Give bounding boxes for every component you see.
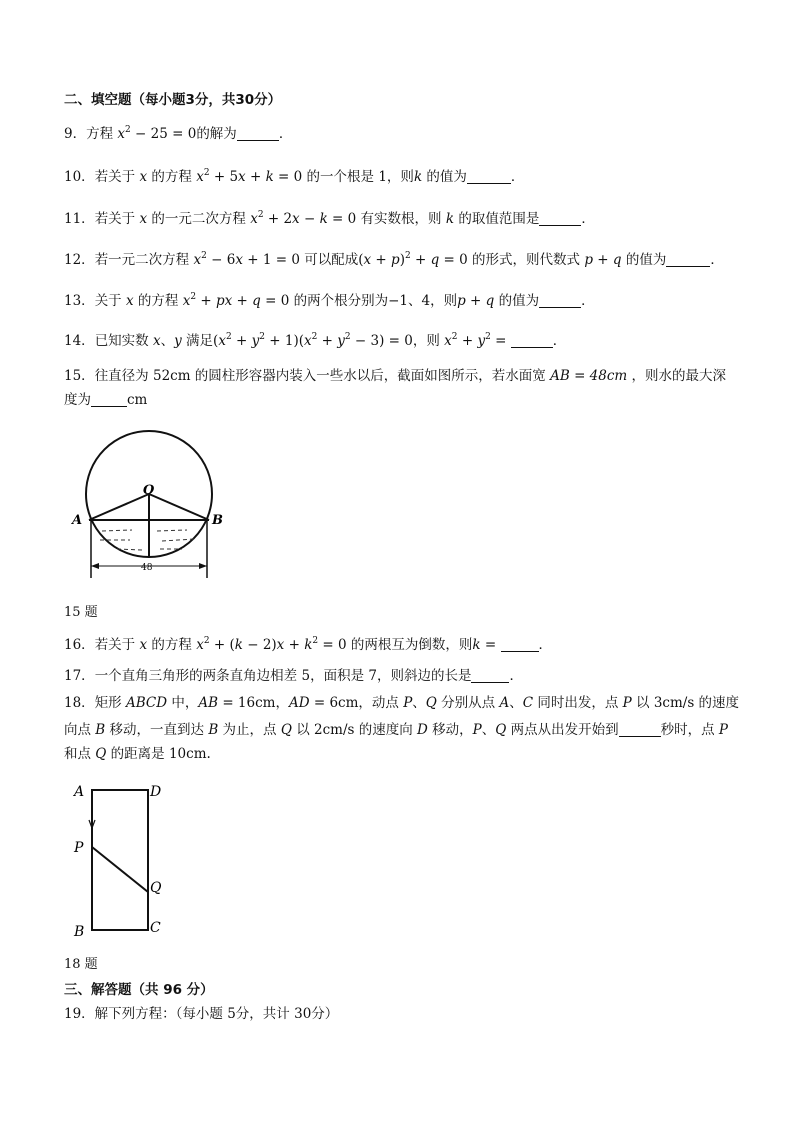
text: 移动，一直到达: [109, 722, 205, 738]
label-p: P: [74, 840, 84, 856]
question-number: 10．: [64, 169, 95, 185]
text: 已知实数: [94, 333, 149, 349]
question-12: 12．若一元二次方程 $x^2 - 6x + 1 = 0$ 可以配成$(x + p)^2 + q = 0$ 的形式，则代数式 p + q 的值为 ．: [64, 251, 724, 268]
text: 为止，点: [222, 722, 277, 738]
text: 中，: [171, 695, 199, 711]
question-number: 18．: [64, 695, 95, 711]
question-10: 10．若关于 x 的方程 $x^2 + 5x + k = 0$ 的一个根是 1，则k 的值为 ．: [64, 168, 525, 185]
section-2-heading: 二、填空题（每小题3分，共30分）: [64, 92, 282, 108]
answer-blank[interactable]: [539, 211, 581, 226]
text: 的方程: [151, 169, 192, 185]
text: 的值为: [498, 293, 540, 309]
question-16: 16．若关于 x 的方程 $x^2 + (k - 2)x + k^2 = 0$ 的两根互为倒数，则k = ．: [64, 636, 552, 653]
answer-blank[interactable]: [539, 293, 581, 308]
text: 关于: [94, 293, 122, 309]
label-a: A: [74, 784, 85, 800]
question-number: 12．: [64, 252, 95, 268]
answer-blank[interactable]: [467, 169, 511, 184]
question-18-line-3: 和点 Q 的距离是 10cm.: [64, 746, 211, 762]
text: 的解为: [196, 126, 237, 142]
text: 满足: [186, 333, 214, 349]
label-q: Q: [150, 880, 162, 896]
text: 和点: [64, 746, 91, 762]
text: 的距离是 10cm.: [110, 746, 211, 762]
answer-blank[interactable]: [511, 333, 553, 348]
question-15-line-2: [64, 390, 734, 410]
question-18-line-1: 18．矩形 ABCD 中，AB = 16cm，AD = 6cm，动点 P、Q 分别从点 A、C 同时出发，点 P 以 3cm/s 的速度: [64, 695, 740, 711]
text: 一个直角三角形的两条直角边相差 5，面积是 7，则斜边的长是: [94, 668, 472, 684]
answer-blank[interactable]: [471, 668, 509, 683]
text: ，则水的最大深: [631, 368, 727, 384]
radius-ob: [149, 494, 209, 520]
question-14: 14．已知实数 x、y 满足$(x^2 + y^2 + 1)(x^2 + y^2 - 3) = 0$，则 $x^2 + y^2$ = ．: [64, 332, 567, 349]
question-15-line-1: [64, 366, 734, 386]
question-number: 13．: [64, 293, 95, 309]
question-13: 13．关于 x 的方程 $x^2$ + px + q = 0 的两个根分别为−1、4，则p + q 的值为 ．: [64, 292, 595, 309]
text: 的形式，则代数式: [472, 252, 581, 268]
figure-15-caption: 15 题: [64, 605, 98, 620]
rectangle-abcd: [92, 790, 148, 930]
text: 的值为: [625, 252, 667, 268]
label-a: A: [72, 513, 83, 528]
text: 的一个根是 1，则: [306, 169, 414, 185]
answer-blank[interactable]: [619, 722, 661, 737]
question-19: 19．解下列方程：（每小题 5分，共计 30分）: [64, 1006, 339, 1022]
answer-blank[interactable]: [666, 252, 710, 267]
section-3-heading: 三、解答题（共 96 分）: [64, 982, 214, 998]
label-width: 48: [141, 563, 153, 573]
label-b: B: [74, 924, 85, 940]
text: 两点从出发开始到: [510, 722, 619, 738]
text: 有实数根，则: [360, 211, 442, 227]
question-number: 16．: [64, 637, 95, 653]
text: 若关于: [94, 637, 136, 653]
text: 同时出发，点: [537, 695, 619, 711]
question-9: 9．方程 $x^2 - 25 = 0$的解为 ．: [64, 125, 293, 142]
text: ．: [509, 668, 523, 684]
question-11: 11．若关于 x 的一元二次方程 $x^2 + 2x - k = 0$ 有实数根，则 k 的取值范围是 ．: [64, 210, 595, 227]
text: 的两根互为倒数，则: [350, 637, 473, 653]
text: 的两个根分别为−1、4，则: [293, 293, 458, 309]
text: 若关于: [94, 169, 136, 185]
text: 度为: [64, 392, 91, 408]
text: AB = 48cm: [550, 368, 628, 384]
question-18-line-2: 向点 B 移动，一直到达 B 为止，点 Q 以 2cm/s 的速度向 D 移动，P、Q 两点从出发开始到 秒时，点 P: [64, 722, 728, 738]
circle-water-figure: [62, 428, 232, 580]
label-b: B: [212, 513, 223, 528]
label-o: O: [143, 483, 155, 498]
text: 的方程: [137, 293, 179, 309]
text: 矩形: [94, 695, 122, 711]
text: ．: [581, 293, 595, 309]
question-number: 11．: [64, 211, 95, 227]
text: 以 2cm/s 的速度向: [296, 722, 413, 738]
question-number: 17．: [64, 668, 95, 684]
segment-pq: [92, 847, 148, 892]
text: 的一元二次方程: [151, 211, 246, 227]
text: 以 3cm/s 的速度: [636, 695, 740, 711]
text: 若关于: [94, 211, 136, 227]
text: ．: [538, 637, 552, 653]
question-number: 15．: [64, 368, 95, 384]
label-c: C: [150, 920, 161, 936]
text: ．: [710, 252, 724, 268]
text: 的取值范围是: [458, 211, 540, 227]
text: 向点: [64, 722, 91, 738]
text: ，: [275, 695, 289, 711]
answer-blank[interactable]: [91, 392, 127, 407]
text: 可以配成: [304, 252, 359, 268]
text: 往直径为 52cm 的圆柱形容器内装入一些水以后，截面如图所示，若水面宽: [94, 368, 546, 384]
figure-18-caption: 18 题: [64, 957, 98, 972]
text: ．: [510, 169, 525, 185]
text: 移动，: [432, 722, 473, 738]
radius-oa: [89, 494, 149, 520]
label-d: D: [150, 784, 162, 800]
text: cm: [127, 392, 148, 408]
question-17: [64, 666, 734, 686]
text: 秒时，点: [660, 722, 715, 738]
text: 分别从点: [441, 695, 496, 711]
answer-blank[interactable]: [237, 126, 279, 141]
text: ，则: [412, 333, 440, 349]
text: 若一元二次方程: [94, 252, 190, 268]
text: ．: [278, 126, 293, 142]
text: ．: [552, 333, 567, 349]
text: 的值为: [426, 169, 467, 185]
text: ．: [581, 211, 595, 227]
text: ，动点: [358, 695, 399, 711]
text: 方程: [86, 126, 114, 142]
question-number: 14．: [64, 333, 95, 349]
question-number: 9．: [64, 126, 87, 142]
answer-blank[interactable]: [501, 637, 539, 652]
text: 的方程: [151, 637, 192, 653]
rectangle-figure: [70, 780, 170, 942]
